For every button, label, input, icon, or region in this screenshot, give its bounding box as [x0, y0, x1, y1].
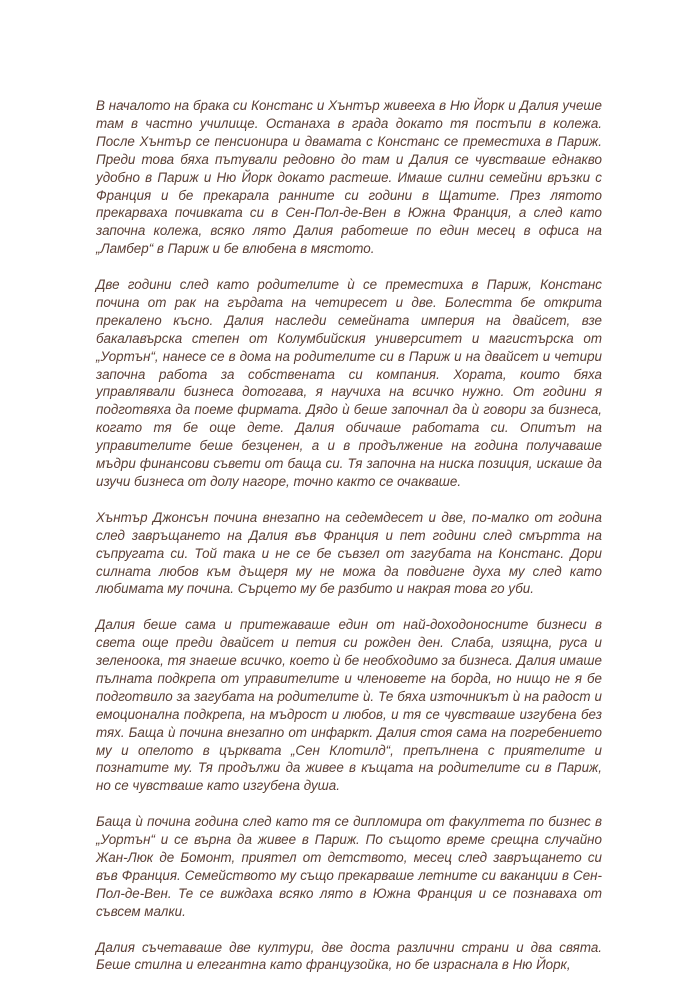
paragraph-4: Далия беше сама и притежаваше един от най-доходоносните бизнеси в света още преди двайсет и петия си рожден ден. Слаба, изящна, руса и зеленоока, тя знаеше всичко, което ѝ бе необходимо за бизнеса. Далия имаше пълната подкрепа от управителите и членовете на борда, но нищо не я бе подготвило за загубата на родителите ѝ. Те бяха източникът ѝ на радост и емоционална подкрепа, на мъдрост и любов, и тя се чувстваше изгубена без тях. Баща ѝ почина внезапно от инфаркт. Далия стоя сама на погребението му и опелото в църквата „Сен Клотилд“, препълнена с приятелите и познатите му. Тя продължи да живее в къщата на родителите си в Париж, но се чувстваше като изгубена душа. [96, 617, 602, 794]
body-text [96, 97, 602, 992]
paragraph-6: Далия съчетаваше две култури, две доста различни страни и два свята. Беше стилна и елегантна като французойка, но бе израснала в Ню Йорк, [96, 939, 602, 973]
paragraph-1: В началото на брака си Констанс и Хънтър живееха в Ню Йорк и Далия учеше там в частно училище. Останаха в града докато тя постъпи в колежа. После Хънтър се пенсионира и двамата с Констанс се преместиха в Париж. Преди това бяха пътували редовно до там и Далия се чувстваше еднакво удобно в Париж и Ню Йорк докато растеше. Имаше силни семейни връзки с Франция и бе прекарала ранните си години в Щатите. През лятото прекарваха почивката си в Сен-Пол-де-Вен в Южна Франция, а след като започна колежа, всяко лято Далия работеше по един месец в офиса на „Ламбер“ в Париж и бе влюбена в мястото. [96, 98, 602, 257]
paragraph-5: Баща ѝ почина година след като тя се дипломира от факултета по бизнес в „Уортън“ и се върна да живее в Париж. По същото време срещна случайно Жан-Люк де Бомонт, приятел от детството, месец след завръщането си във Франция. Семейството му също прекарваше летните си ваканции в Сен-Пол-де-Вен. Те се виждаха всяко лято в Южна Франция и се познаваха от съвсем малки. [96, 814, 602, 919]
paragraph-3: Хънтър Джонсън почина внезапно на седемдесет и две, по-малко от година след завръщането на Далия във Франция и пет години след смъртта на съпругата си. Той така и не се бе съвзел от загубата на Констанс. Дори силната любов към дъщеря му не можа да повдигне духа му след като любимата му почина. Сърцето му бе разбито и накрая това го уби. [96, 509, 602, 597]
paragraph-2: Две години след като родителите ѝ се преместиха в Париж, Констанс почина от рак на гърдата на четиресет и две. Болестта бе открита прекалено късно. Далия наследи семейната империя на двайсет, взе бакалавърска степен от Колумбийския университет и магистърска от „Уортън“, нанесе се в дома на родителите си в Париж и на двайсет и четири започна работа за собствената си компания. Хората, които бяха управлявали бизнеса дотогава, я научиха на всичко нужно. От години я подготвяха да поеме фирмата. Дядо ѝ беше започнал да ѝ говори за бизнеса, когато тя бе още дете. Далия обичаше работата си. Опитът на управителите беше безценен, а и в продължение на година получаваше мъдри финансови съвети от баща си. Тя започна на ниска позиция, искаше да изучи бизнеса от долу нагоре, точно както се очакваше. [96, 277, 602, 490]
